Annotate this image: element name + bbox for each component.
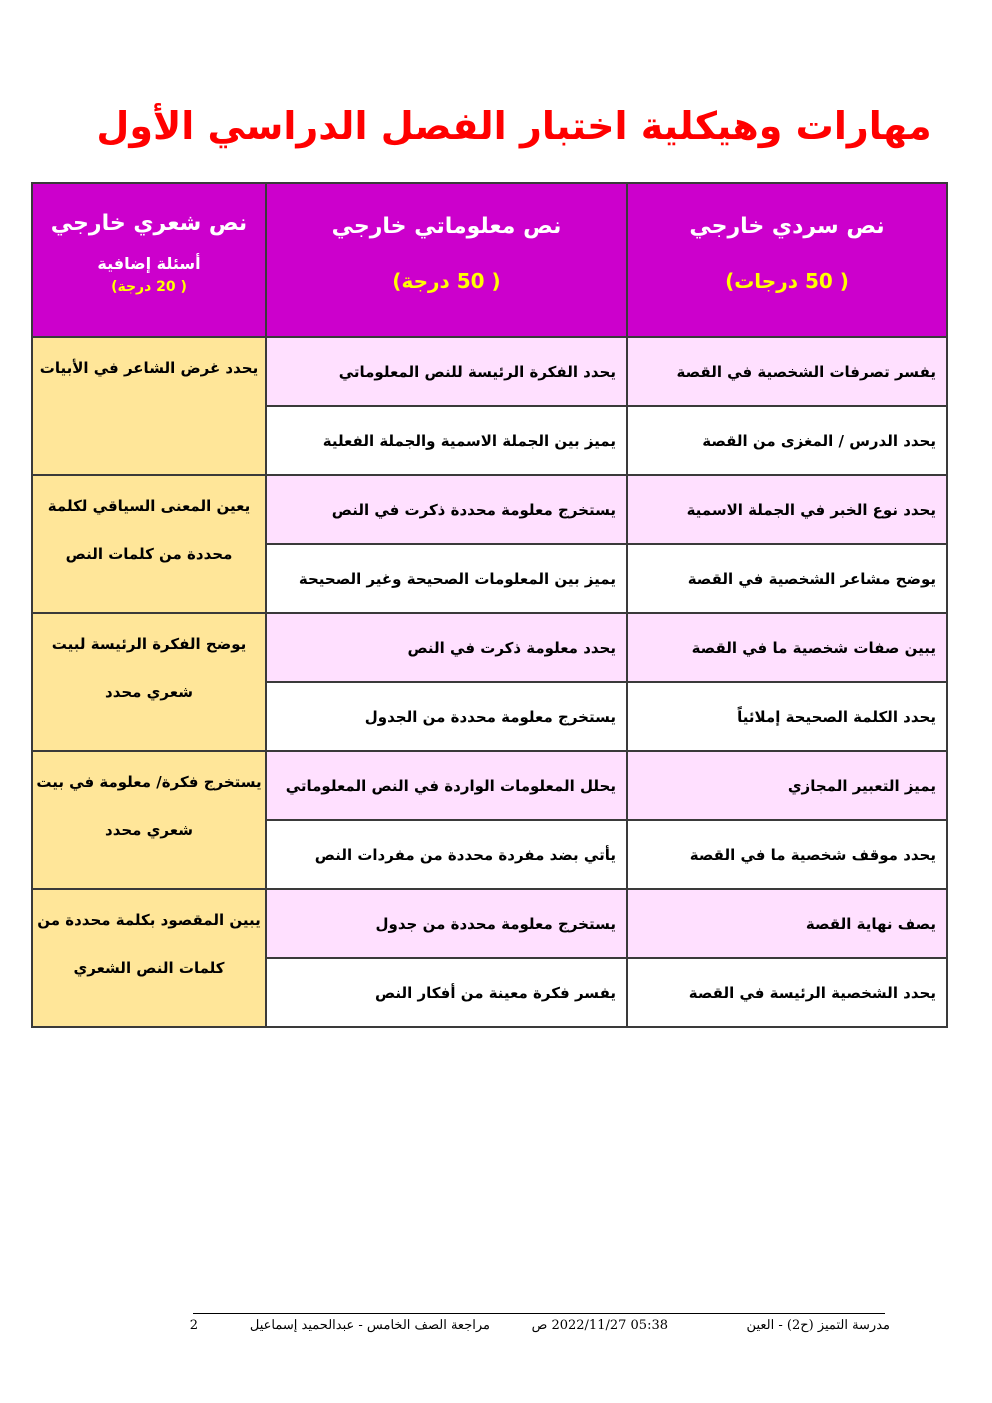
footer-school: مدرسة التميز (ح2) - العين [746, 1318, 890, 1333]
page-footer [170, 1318, 890, 1342]
header-narrative-title: نص سردي خارجي [689, 213, 885, 239]
table-row [32, 475, 947, 544]
informational-skill-cell: يستخرج معلومة محددة من جدول [266, 889, 627, 958]
poetry-skill-cell [32, 337, 266, 475]
informational-skill-cell: يحدد معلومة ذكرت في النص [266, 613, 627, 682]
header-informational-title: نص معلوماتي خارجي [331, 213, 562, 239]
poetry-skill-cell [32, 475, 266, 613]
informational-skill-cell: يستخرج معلومة محددة ذكرت في النص [266, 475, 627, 544]
narrative-skill-cell: يحدد موقف شخصية ما في القصة [627, 820, 947, 889]
informational-skill-cell: يستخرج معلومة محددة من الجدول [266, 682, 627, 751]
table-row [32, 337, 947, 406]
narrative-skill-cell: يميز التعبير المجازي [627, 751, 947, 820]
poetry-skill-line: شعري محدد [105, 821, 193, 839]
footer-divider [193, 1313, 885, 1314]
table-header-row [32, 183, 947, 337]
header-narrative-grade: ( 50 درجات) [725, 268, 849, 293]
poetry-skill-line: يبين المقصود بكلمة محددة من [37, 911, 261, 929]
poetry-skill-cell [32, 613, 266, 751]
informational-skill-cell: يحلل المعلومات الواردة في النص المعلوماتي [266, 751, 627, 820]
header-narrative [627, 183, 947, 337]
narrative-skill-cell: يبين صفات شخصية ما في القصة [627, 613, 947, 682]
poetry-skill-cell [32, 889, 266, 1027]
informational-skill-cell: يميز بين الجملة الاسمية والجملة الفعلية [266, 406, 627, 475]
header-poetry-title: نص شعري خارجي [50, 211, 248, 236]
narrative-skill-cell: يفسر تصرفات الشخصية في القصة [627, 337, 947, 406]
narrative-skill-cell: يحدد الدرس / المغزى من القصة [627, 406, 947, 475]
header-poetry [32, 183, 266, 337]
poetry-skill-line: محددة من كلمات النص [65, 545, 233, 563]
narrative-skill-cell: يحدد الكلمة الصحيحة إملائياً [627, 682, 947, 751]
footer-datetime: 05:38 2022/11/27 ص [531, 1318, 668, 1333]
narrative-skill-cell: يوضح مشاعر الشخصية في القصة [627, 544, 947, 613]
table-row [32, 613, 947, 682]
poetry-skill-line: شعري محدد [105, 683, 193, 701]
poetry-skill-line: يحدد غرض الشاعر في الأبيات [39, 359, 259, 377]
informational-skill-cell: يفسر فكرة معينة من أفكار النص [266, 958, 627, 1027]
narrative-skill-cell: يحدد نوع الخبر في الجملة الاسمية [627, 475, 947, 544]
skills-table [31, 182, 948, 1028]
table-row [32, 889, 947, 958]
header-informational-grade: ( 50 درجة) [392, 268, 501, 293]
footer-review: مراجعة الصف الخامس - عبدالحميد إسماعيل [249, 1318, 490, 1333]
narrative-skill-cell: يحدد الشخصية الرئيسة في القصة [627, 958, 947, 1027]
informational-skill-cell: يميز بين المعلومات الصحيحة وغير الصحيحة [266, 544, 627, 613]
header-poetry-grade: ( 20 درجة) [111, 279, 187, 295]
poetry-skill-line: كلمات النص الشعري [73, 959, 225, 977]
poetry-skill-cell [32, 751, 266, 889]
header-informational [266, 183, 627, 337]
narrative-skill-cell: يصف نهاية القصة [627, 889, 947, 958]
poetry-skill-line: يعين المعنى السياقي لكلمة [47, 497, 251, 515]
footer-page-number: 2 [189, 1318, 198, 1333]
table-row [32, 751, 947, 820]
informational-skill-cell: يحدد الفكرة الرئيسة للنص المعلوماتي [266, 337, 627, 406]
page-title: مهارات وهيكلية اختبار الفصل الدراسي الأول [96, 104, 932, 148]
poetry-skill-line: يستخرج فكرة/ معلومة في بيت [36, 773, 262, 791]
poetry-skill-line: يوضح الفكرة الرئيسة لبيت [51, 635, 247, 653]
header-poetry-extra: أسئلة إضافية [97, 254, 201, 273]
informational-skill-cell: يأتي بضد مفردة محددة من مفردات النص [266, 820, 627, 889]
